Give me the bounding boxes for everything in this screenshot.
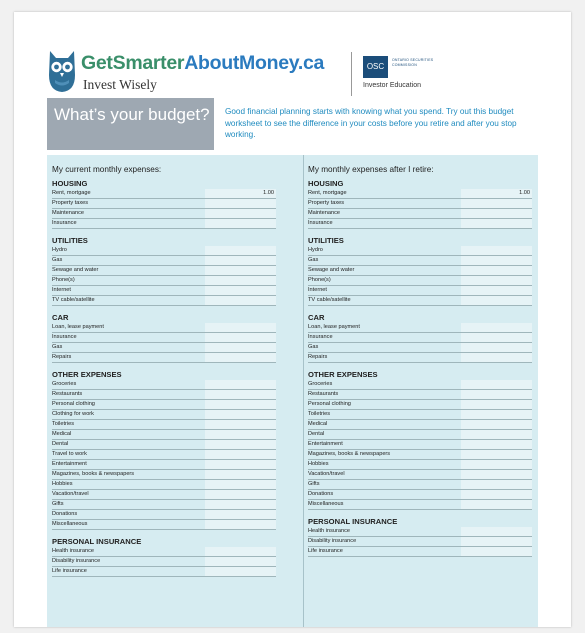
expense-label: Insurance <box>308 334 333 340</box>
expense-row-travel-to-work <box>52 450 276 460</box>
expense-row-rent-mortgage <box>52 189 276 199</box>
expense-label: Magazines, books & newspapers <box>52 471 135 477</box>
expense-amount-field[interactable] <box>205 547 276 556</box>
expense-amount-field[interactable] <box>205 480 276 489</box>
expense-amount-field[interactable] <box>461 296 532 305</box>
expense-label: Entertainment <box>52 461 87 467</box>
expense-row-property-taxes <box>308 199 532 209</box>
expense-row-repairs <box>52 353 276 363</box>
expense-amount-field[interactable] <box>461 189 532 198</box>
expense-row-internet <box>308 286 532 296</box>
expense-row-phone-s <box>52 276 276 286</box>
expense-label: Hobbies <box>52 481 73 487</box>
expense-row-medical <box>308 420 532 430</box>
expense-row-gas <box>308 256 532 266</box>
expense-amount-field[interactable] <box>461 323 532 332</box>
expense-row-donations <box>308 490 532 500</box>
expense-row-restaurants <box>308 390 532 400</box>
expense-row-magazines-books-newspapers <box>308 450 532 460</box>
expense-amount-field[interactable] <box>205 510 276 519</box>
expense-amount-field[interactable] <box>205 410 276 419</box>
expense-label: Groceries <box>52 381 77 387</box>
expense-amount-field[interactable] <box>205 460 276 469</box>
expense-label: Maintenance <box>52 210 85 216</box>
expense-amount-field[interactable] <box>205 470 276 479</box>
expense-row-phone-s <box>308 276 532 286</box>
expense-row-entertainment <box>52 460 276 470</box>
expense-amount-field[interactable] <box>461 527 532 536</box>
brand-wordmark <box>81 54 324 74</box>
expense-amount-field[interactable] <box>205 286 276 295</box>
expense-amount-field[interactable] <box>461 410 532 419</box>
expense-amount-field[interactable] <box>461 400 532 409</box>
expense-label: TV cable/satellite <box>52 297 95 303</box>
expense-label: Entertainment <box>308 441 343 447</box>
expense-row-disability-insurance <box>52 557 276 567</box>
expense-label: Health insurance <box>52 548 94 554</box>
expense-label: Insurance <box>52 334 77 340</box>
expense-amount-field[interactable] <box>205 450 276 459</box>
expense-amount-field[interactable] <box>461 380 532 389</box>
expense-label: Rent, mortgage <box>308 190 347 196</box>
expense-amount-field[interactable] <box>205 557 276 566</box>
brand-part2: AboutMoney.ca <box>184 52 325 74</box>
expense-row-clothing-for-work <box>52 410 276 420</box>
expense-label: Health insurance <box>308 528 350 534</box>
expense-amount-field[interactable] <box>461 286 532 295</box>
expense-label: Medical <box>52 431 72 437</box>
expense-row-disability-insurance <box>308 537 532 547</box>
expense-amount-field[interactable] <box>461 450 532 459</box>
current-expenses-heading: My current monthly expenses: <box>52 165 162 174</box>
expense-row-life-insurance <box>308 547 532 557</box>
section-heading-car: CAR <box>52 313 69 322</box>
section-heading-other-expenses: OTHER EXPENSES <box>52 370 122 379</box>
header-divider <box>351 52 352 96</box>
expense-label: Gas <box>52 257 63 263</box>
expense-label: Internet <box>52 287 71 293</box>
expense-label: Donations <box>308 491 334 497</box>
section-heading-personal-insurance: PERSONAL INSURANCE <box>308 517 398 526</box>
section-heading-utilities: UTILITIES <box>52 236 88 245</box>
section-heading-other-expenses: OTHER EXPENSES <box>308 370 378 379</box>
expense-amount-field[interactable] <box>205 246 276 255</box>
expense-label: Loan, lease payment <box>308 324 360 330</box>
expense-label: Dental <box>52 441 69 447</box>
expense-row-hobbies <box>52 480 276 490</box>
budget-worksheet <box>47 155 538 627</box>
expense-label: Property taxes <box>308 200 345 206</box>
header <box>14 12 571 98</box>
banner-intro-text: Good financial planning starts with knowing what you spend. Try out this budget worksheet to see the difference in your costs before you retire and after you stop working. <box>225 107 517 139</box>
expense-label: Toiletries <box>52 421 75 427</box>
expense-amount-field[interactable] <box>461 199 532 208</box>
expense-amount-field[interactable] <box>461 420 532 429</box>
expense-label: Gas <box>52 344 63 350</box>
expense-row-dental <box>308 430 532 440</box>
expense-amount-field[interactable] <box>205 219 276 228</box>
expense-label: Rent, mortgage <box>52 190 91 196</box>
expense-amount-field[interactable] <box>461 209 532 218</box>
expense-row-entertainment <box>308 440 532 450</box>
expense-label: Hydro <box>308 247 323 253</box>
expense-row-miscellaneous <box>308 500 532 510</box>
expense-amount-field[interactable] <box>461 219 532 228</box>
expense-amount-field[interactable] <box>205 323 276 332</box>
expense-row-groceries <box>308 380 532 390</box>
expense-label: Hydro <box>52 247 67 253</box>
expense-amount-field[interactable] <box>205 567 276 576</box>
expense-row-hydro <box>308 246 532 256</box>
osc-caption: Investor Education <box>363 82 421 89</box>
expense-label: Personal clothing <box>308 401 351 407</box>
expense-amount-value: 1.00 <box>519 190 530 196</box>
expense-label: Donations <box>52 511 78 517</box>
expense-row-health-insurance <box>52 547 276 557</box>
expense-label: Gifts <box>308 481 320 487</box>
expense-row-rent-mortgage <box>308 189 532 199</box>
expense-label: Miscellaneous <box>52 521 88 527</box>
expense-amount-field[interactable] <box>461 500 532 509</box>
expense-label: Gas <box>308 257 319 263</box>
expense-label: TV cable/satellite <box>308 297 351 303</box>
expense-row-life-insurance <box>52 567 276 577</box>
owl-logo-icon <box>47 49 77 93</box>
expense-amount-field[interactable] <box>461 537 532 546</box>
expense-label: Restaurants <box>308 391 339 397</box>
expense-amount-field[interactable] <box>205 420 276 429</box>
expense-row-gas <box>52 256 276 266</box>
expense-label: Property taxes <box>52 200 89 206</box>
expense-amount-field[interactable] <box>205 333 276 342</box>
expense-amount-field[interactable] <box>205 380 276 389</box>
expense-row-toiletries <box>52 420 276 430</box>
brand-part1: GetSmarter <box>81 52 185 74</box>
expense-row-loan-lease-payment <box>308 323 532 333</box>
expense-amount-value: 1.00 <box>263 190 274 196</box>
expense-amount-field[interactable] <box>461 333 532 342</box>
expense-label: Vacation/travel <box>308 471 345 477</box>
expense-amount-field[interactable] <box>461 480 532 489</box>
expense-amount-field[interactable] <box>461 256 532 265</box>
expense-label: Magazines, books & newspapers <box>308 451 391 457</box>
expense-label: Gas <box>308 344 319 350</box>
expense-row-medical <box>52 430 276 440</box>
expense-row-gifts <box>52 500 276 510</box>
expense-label: Phone(s) <box>308 277 331 283</box>
expense-amount-field[interactable] <box>205 430 276 439</box>
expense-label: Disability insurance <box>308 538 357 544</box>
title-banner <box>47 98 538 150</box>
expense-amount-field[interactable] <box>461 246 532 255</box>
expense-label: Sewage and water <box>308 267 355 273</box>
column-divider <box>303 155 304 627</box>
expense-row-maintenance <box>308 209 532 219</box>
expense-amount-field[interactable] <box>205 353 276 362</box>
expense-row-insurance <box>308 333 532 343</box>
expense-label: Internet <box>308 287 327 293</box>
section-heading-utilities: UTILITIES <box>308 236 344 245</box>
expense-label: Restaurants <box>52 391 83 397</box>
expense-row-health-insurance <box>308 527 532 537</box>
expense-amount-field[interactable] <box>205 296 276 305</box>
section-heading-housing: HOUSING <box>52 179 88 188</box>
expense-amount-field[interactable] <box>205 209 276 218</box>
expense-amount-field[interactable] <box>461 353 532 362</box>
expense-amount-field[interactable] <box>205 189 276 198</box>
osc-logo: OSC <box>363 56 388 78</box>
expense-label: Miscellaneous <box>308 501 344 507</box>
expense-amount-field[interactable] <box>461 266 532 275</box>
expense-row-personal-clothing <box>52 400 276 410</box>
expense-row-property-taxes <box>52 199 276 209</box>
expense-amount-field[interactable] <box>205 199 276 208</box>
expense-label: Clothing for work <box>52 411 94 417</box>
expense-label: Vacation/travel <box>52 491 89 497</box>
expense-amount-field[interactable] <box>461 547 532 556</box>
expense-amount-field[interactable] <box>205 520 276 529</box>
expense-label: Disability insurance <box>52 558 101 564</box>
expense-amount-field[interactable] <box>205 390 276 399</box>
expense-label: Repairs <box>52 354 72 360</box>
expense-amount-field[interactable] <box>461 390 532 399</box>
expense-label: Travel to work <box>52 451 87 457</box>
expense-row-internet <box>52 286 276 296</box>
osc-name: ONTARIO SECURITIES COMMISSION <box>392 58 434 67</box>
expense-amount-field[interactable] <box>205 256 276 265</box>
section-heading-housing: HOUSING <box>308 179 344 188</box>
expense-label: Sewage and water <box>52 267 99 273</box>
expense-row-sewage-and-water <box>52 266 276 276</box>
expense-amount-field[interactable] <box>205 440 276 449</box>
expense-row-toiletries <box>308 410 532 420</box>
expense-amount-field[interactable] <box>461 460 532 469</box>
expense-amount-field[interactable] <box>461 343 532 352</box>
expense-amount-field[interactable] <box>461 440 532 449</box>
expense-row-gas <box>52 343 276 353</box>
expense-label: Toiletries <box>308 411 331 417</box>
expense-amount-field[interactable] <box>205 276 276 285</box>
banner-title-block <box>47 98 214 150</box>
retirement-expenses-heading: My monthly expenses after I retire: <box>308 165 434 174</box>
expense-amount-field[interactable] <box>461 276 532 285</box>
expense-label: Medical <box>308 421 328 427</box>
expense-row-insurance <box>308 219 532 229</box>
expense-row-gifts <box>308 480 532 490</box>
expense-row-insurance <box>52 219 276 229</box>
expense-amount-field[interactable] <box>461 470 532 479</box>
expense-label: Repairs <box>308 354 328 360</box>
expense-label: Insurance <box>52 220 77 226</box>
expense-amount-field[interactable] <box>461 430 532 439</box>
expense-label: Maintenance <box>308 210 341 216</box>
page-title: What’s your budget? <box>54 105 210 124</box>
expense-label: Groceries <box>308 381 333 387</box>
tagline: Invest Wisely <box>83 77 157 92</box>
expense-row-gas <box>308 343 532 353</box>
expense-row-vacation-travel <box>308 470 532 480</box>
expense-row-insurance <box>52 333 276 343</box>
expense-label: Life insurance <box>308 548 343 554</box>
section-heading-personal-insurance: PERSONAL INSURANCE <box>52 537 142 546</box>
expense-row-vacation-travel <box>52 490 276 500</box>
expense-label: Insurance <box>308 220 333 226</box>
expense-row-hobbies <box>308 460 532 470</box>
section-heading-car: CAR <box>308 313 325 322</box>
expense-row-miscellaneous <box>52 520 276 530</box>
expense-row-loan-lease-payment <box>52 323 276 333</box>
expense-amount-field[interactable] <box>205 343 276 352</box>
expense-row-hydro <box>52 246 276 256</box>
expense-amount-field[interactable] <box>461 490 532 499</box>
expense-row-donations <box>52 510 276 520</box>
expense-row-tv-cable-satellite <box>52 296 276 306</box>
expense-label: Life insurance <box>52 568 87 574</box>
worksheet-page <box>14 12 571 627</box>
expense-row-maintenance <box>52 209 276 219</box>
expense-amount-field[interactable] <box>205 500 276 509</box>
expense-label: Phone(s) <box>52 277 75 283</box>
expense-row-dental <box>52 440 276 450</box>
expense-row-personal-clothing <box>308 400 532 410</box>
expense-label: Dental <box>308 431 325 437</box>
expense-row-groceries <box>52 380 276 390</box>
expense-row-sewage-and-water <box>308 266 532 276</box>
expense-label: Gifts <box>52 501 64 507</box>
expense-label: Hobbies <box>308 461 329 467</box>
expense-label: Personal clothing <box>52 401 95 407</box>
expense-amount-field[interactable] <box>205 490 276 499</box>
expense-row-repairs <box>308 353 532 363</box>
expense-amount-field[interactable] <box>205 266 276 275</box>
expense-row-restaurants <box>52 390 276 400</box>
expense-label: Loan, lease payment <box>52 324 104 330</box>
expense-row-magazines-books-newspapers <box>52 470 276 480</box>
expense-amount-field[interactable] <box>205 400 276 409</box>
expense-row-tv-cable-satellite <box>308 296 532 306</box>
